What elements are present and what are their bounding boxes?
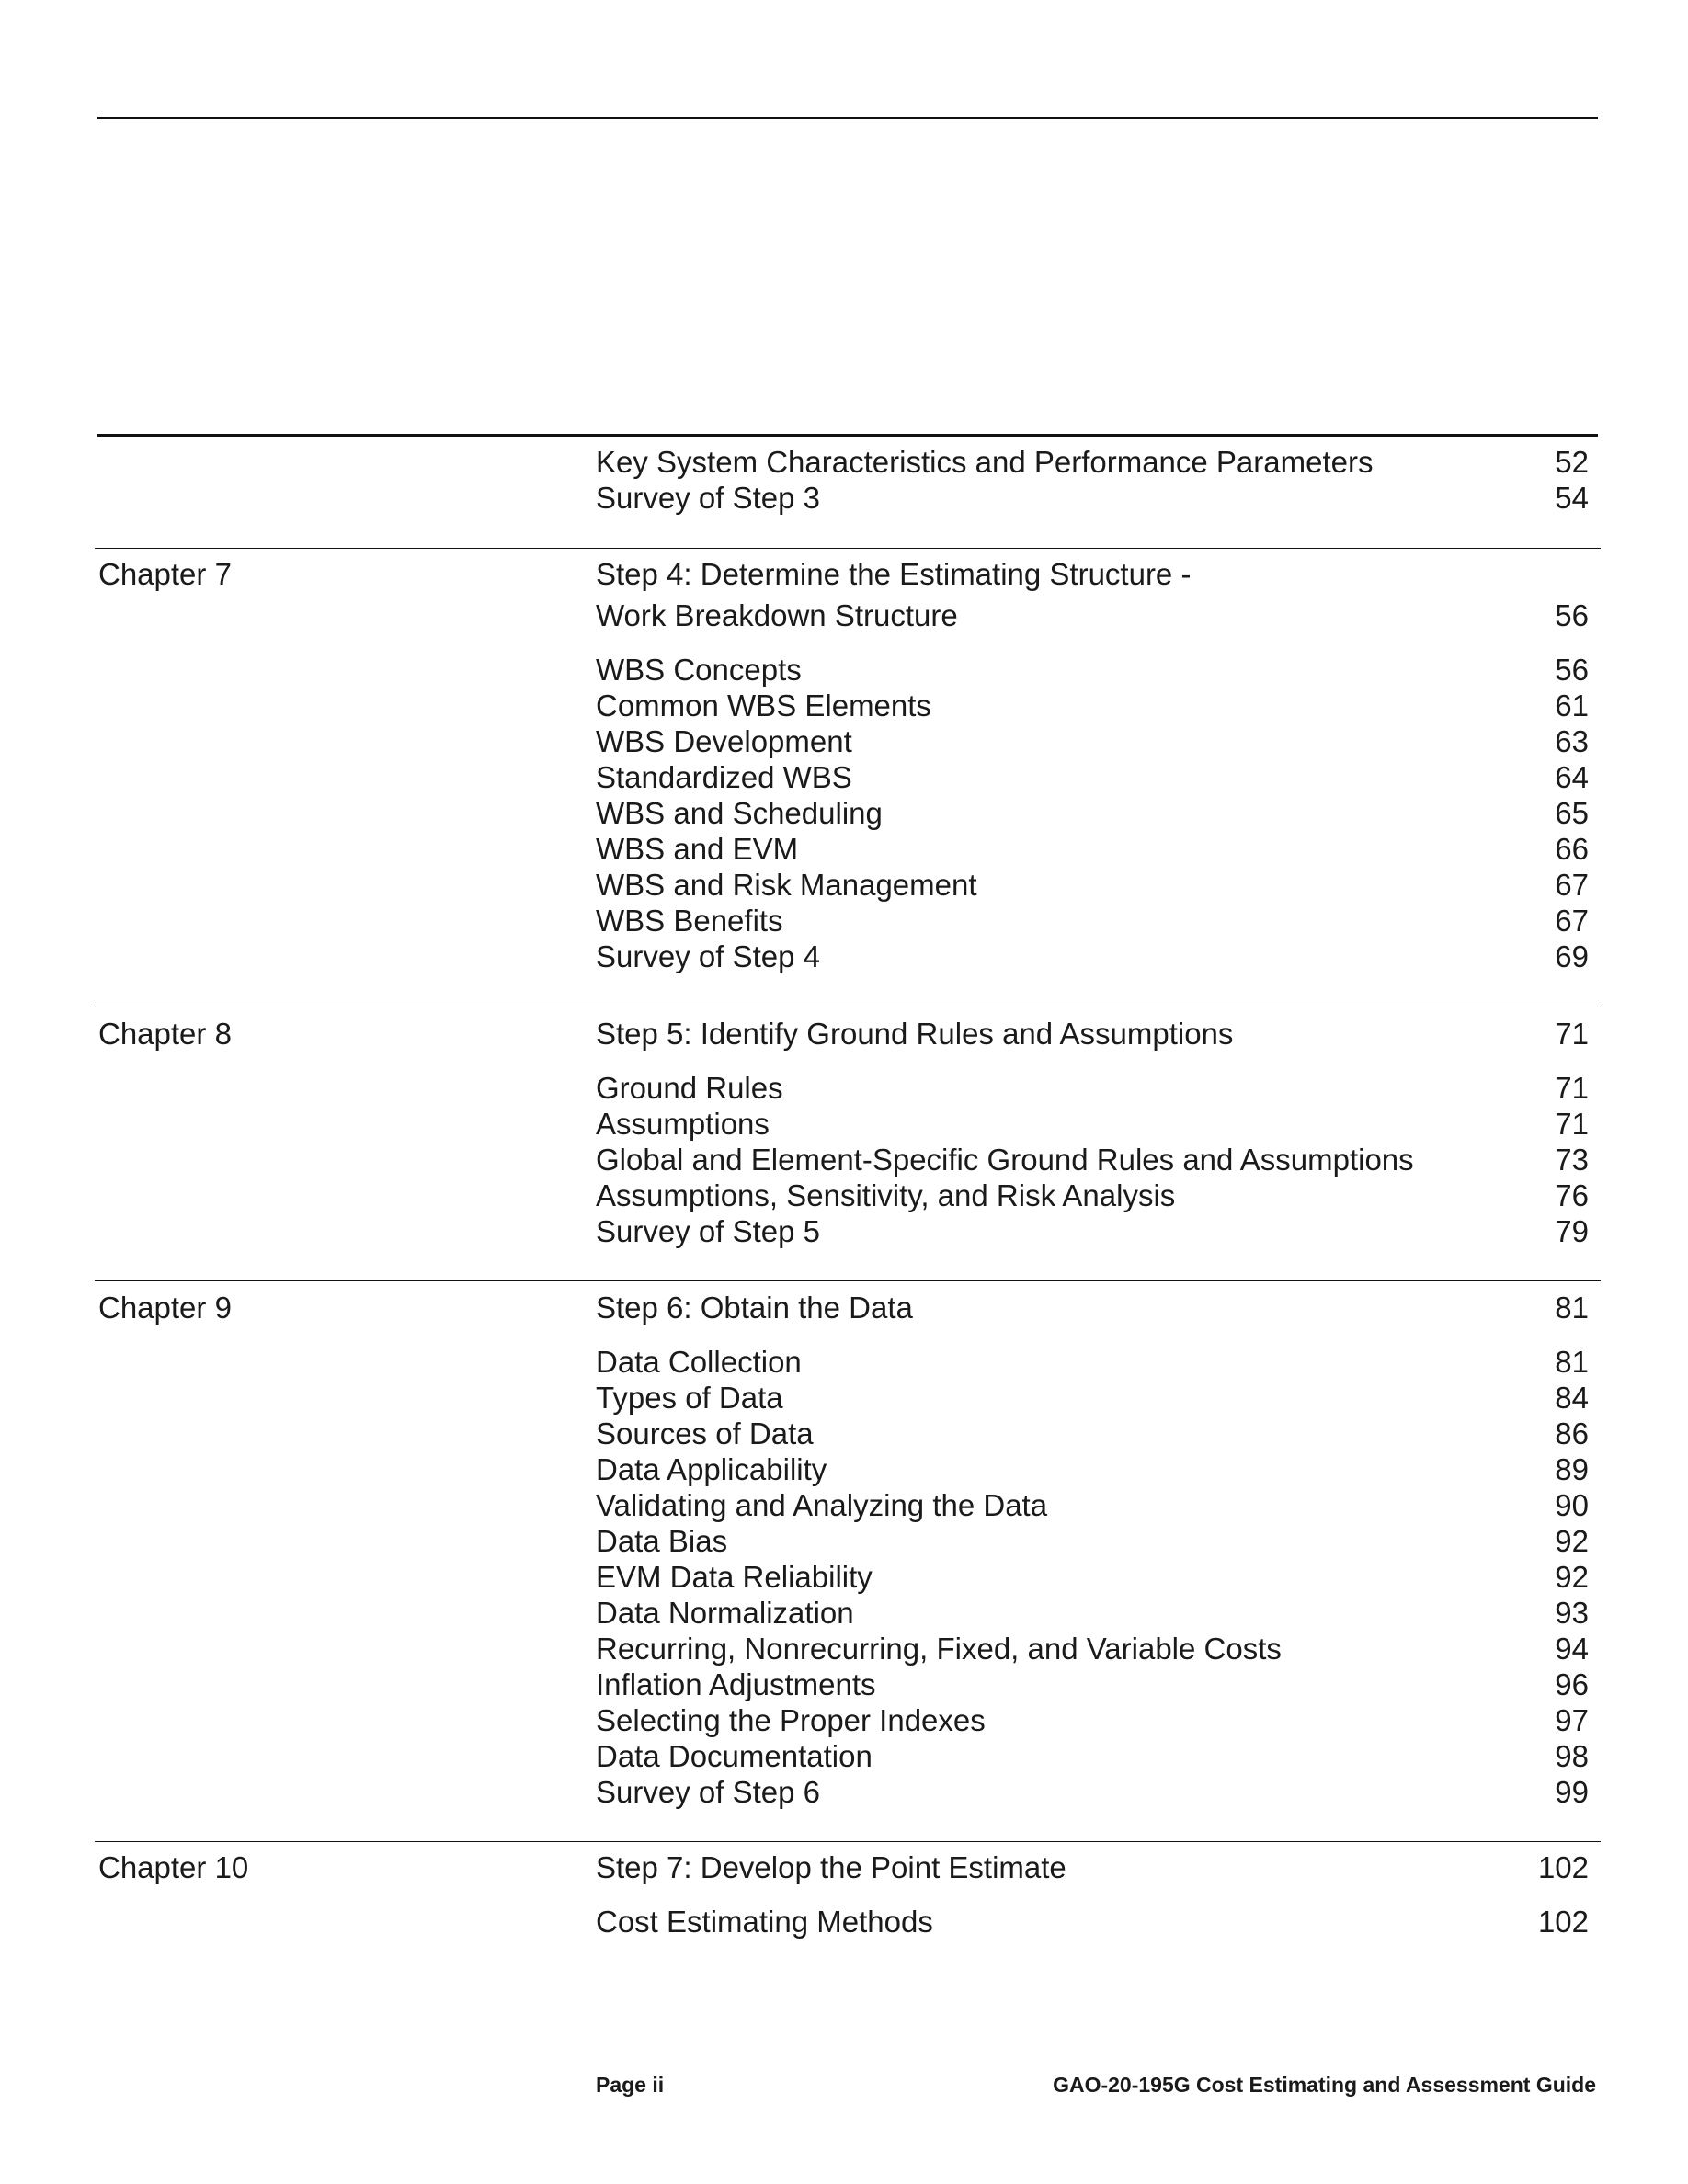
toc-entry[interactable] [596,1774,1589,1810]
chapter-divider [95,548,1601,549]
chapter-heading-title: Step 6: Obtain the Data [596,1291,913,1325]
toc-entry[interactable] [596,867,1589,903]
footer-page-number: Page ii [596,2073,665,2097]
toc-entry[interactable] [596,1451,1589,1487]
toc-entry[interactable] [596,903,1589,938]
chapter-heading[interactable] [596,1016,1589,1052]
toc-entry-page: 96 [1555,1667,1589,1701]
toc-entry-page: 54 [1555,481,1589,515]
toc-entry[interactable] [596,1666,1589,1702]
chapter-heading-title: Step 7: Develop the Point Estimate [596,1850,1066,1884]
chapter-heading-page: 81 [1555,1291,1589,1325]
toc-entry[interactable] [596,1487,1589,1523]
chapter-heading-line1[interactable] [596,556,1589,592]
toc-entry[interactable] [596,1344,1589,1380]
toc-entry-page: 67 [1555,904,1589,938]
toc-entry-title: Validating and Analyzing the Data [596,1488,1048,1522]
toc-entry-page: 92 [1555,1560,1589,1594]
toc-entry-title: WBS and Scheduling [596,796,883,830]
toc-entry-page: 94 [1555,1632,1589,1666]
toc-entry-page: 102 [1537,1905,1589,1939]
toc-entry-title: Cost Estimating Methods [596,1905,933,1939]
toc-entry[interactable] [596,759,1589,795]
toc-entry-title: Data Documentation [596,1739,873,1773]
chapter-heading-title: Step 5: Identify Ground Rules and Assumptions [596,1017,1234,1051]
toc-entry-title: Survey of Step 4 [596,939,820,973]
toc-entry[interactable] [596,480,1589,516]
toc-entry[interactable] [596,1142,1589,1177]
toc-entry[interactable] [596,1416,1589,1451]
toc-entry-page: 76 [1555,1178,1589,1212]
toc-entry-page: 65 [1555,796,1589,830]
toc-entry-title: Survey of Step 5 [596,1214,820,1248]
toc-entry-page: 84 [1555,1381,1589,1415]
toc-entry-page: 61 [1555,688,1589,722]
toc-entry-title: Key System Characteristics and Performance Parameters [596,445,1374,479]
chapter-heading-page: 56 [1555,598,1589,632]
toc-entry-title: Data Applicability [596,1452,827,1486]
toc-entry-title: WBS Development [596,724,852,758]
toc-entry-page: 73 [1555,1143,1589,1177]
toc-entry[interactable] [596,831,1589,867]
toc-entry-title: Survey of Step 6 [596,1775,820,1809]
chapter-heading[interactable] [596,1290,1589,1325]
toc-entry-title: WBS and EVM [596,832,799,866]
toc-entry[interactable] [596,1177,1589,1213]
toc-entry-title: Survey of Step 3 [596,481,820,515]
toc-entry-title: Assumptions [596,1107,770,1141]
toc-entry-title: Data Collection [596,1345,802,1379]
toc-entry-page: 69 [1555,939,1589,973]
toc-entry-page: 86 [1555,1416,1589,1450]
toc-entry[interactable] [596,1523,1589,1559]
chapter-divider [95,1841,1601,1842]
toc-entry[interactable] [596,444,1589,480]
toc-entry-title: Inflation Adjustments [596,1667,876,1701]
toc-entry[interactable] [596,938,1589,974]
toc-entry-title: WBS Benefits [596,904,783,938]
toc-entry-title: Sources of Data [596,1416,814,1450]
toc-entry-page: 71 [1555,1071,1589,1105]
toc-entry-page: 66 [1555,832,1589,866]
toc-entry-page: 92 [1555,1524,1589,1558]
header-rule [97,117,1598,119]
toc-entry[interactable] [596,1702,1589,1738]
toc-entry-page: 89 [1555,1452,1589,1486]
chapter-label: Chapter 8 [98,1017,232,1051]
toc-entry[interactable] [596,1559,1589,1595]
toc-entry[interactable] [596,1380,1589,1416]
toc-entry[interactable] [596,1213,1589,1249]
toc-entry-title: Standardized WBS [596,760,852,794]
toc-entry-title: Assumptions, Sensitivity, and Risk Analysis [596,1178,1176,1212]
chapter-divider [95,1280,1601,1281]
toc-entry[interactable] [596,1631,1589,1666]
toc-entry-title: Data Bias [596,1524,728,1558]
toc-entry[interactable] [596,688,1589,723]
toc-entry[interactable] [596,723,1589,759]
toc-entry[interactable] [596,652,1589,688]
toc-entry[interactable] [596,1738,1589,1774]
toc-entry-title: Recurring, Nonrecurring, Fixed, and Variable Costs [596,1632,1282,1666]
toc-entry-title: Data Normalization [596,1596,854,1630]
toc-entry-title: WBS Concepts [596,653,802,687]
footer-document-title: GAO-20-195G Cost Estimating and Assessment Guide [1053,2073,1596,2097]
toc-entry-page: 52 [1555,445,1589,479]
toc-top-rule [97,434,1598,437]
toc-entry[interactable] [596,1070,1589,1106]
toc-entry-page: 56 [1555,653,1589,687]
toc-entry-page: 71 [1555,1107,1589,1141]
chapter-label: Chapter 9 [98,1291,232,1325]
toc-entry-page: 97 [1555,1703,1589,1737]
toc-entry[interactable] [596,1106,1589,1142]
chapter-heading[interactable] [596,1849,1589,1885]
toc-entry-page: 79 [1555,1214,1589,1248]
toc-entry-page: 98 [1555,1739,1589,1773]
toc-entry-title: EVM Data Reliability [596,1560,873,1594]
toc-entry-page: 63 [1555,724,1589,758]
chapter-label: Chapter 10 [98,1850,249,1884]
chapter-heading-page: 71 [1555,1017,1589,1051]
toc-entry-page: 64 [1555,760,1589,794]
toc-entry[interactable] [596,1595,1589,1631]
chapter-heading-title: Step 4: Determine the Estimating Structure - [596,557,1192,591]
toc-entry[interactable] [596,795,1589,831]
toc-entry-title: Ground Rules [596,1071,783,1105]
toc-entry-title: Common WBS Elements [596,688,931,722]
chapter-label: Chapter 7 [98,557,232,591]
chapter-heading-page: 102 [1537,1850,1589,1884]
chapter-heading[interactable] [596,597,1589,633]
toc-entry-page: 99 [1555,1775,1589,1809]
toc-entry-page: 81 [1555,1345,1589,1379]
toc-entry-title: Selecting the Proper Indexes [596,1703,986,1737]
toc-entry-page: 90 [1555,1488,1589,1522]
toc-entry[interactable] [596,1904,1589,1939]
chapter-heading-title: Work Breakdown Structure [596,598,958,632]
toc-entry-page: 93 [1555,1596,1589,1630]
toc-entry-title: Global and Element-Specific Ground Rules and Assumptions [596,1143,1414,1177]
toc-entry-page: 67 [1555,868,1589,902]
toc-entry-title: Types of Data [596,1381,783,1415]
toc-entry-title: WBS and Risk Management [596,868,977,902]
